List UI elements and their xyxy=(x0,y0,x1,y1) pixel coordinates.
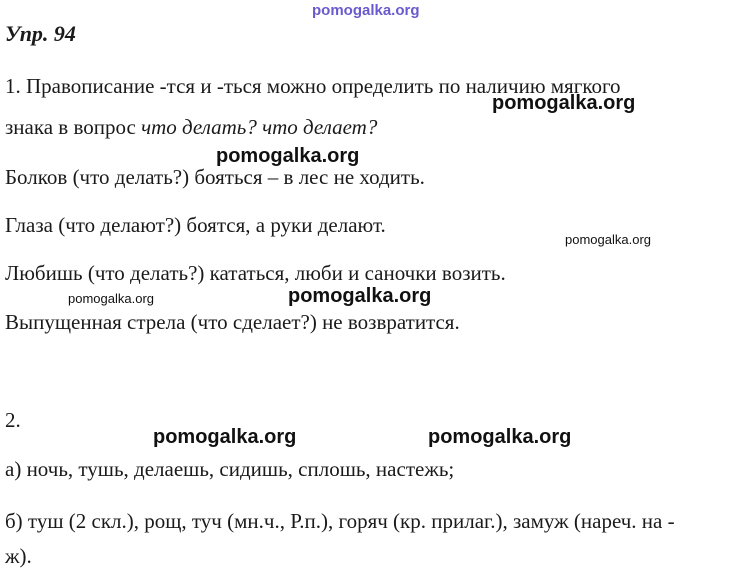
exercise-title: Упр. 94 xyxy=(5,21,76,46)
watermark: pomogalka.org xyxy=(428,426,572,448)
intro-line-1: 1. Правописание -тся и -ться можно определить по наличию мягкого xyxy=(5,74,621,98)
intro-line-2-questions: что делать? что делает? xyxy=(141,115,378,139)
watermark: pomogalka.org xyxy=(216,145,360,167)
watermark: pomogalka.org xyxy=(288,285,432,307)
sentence-3: Любишь (что делать?) кататься, люби и саночки возить. xyxy=(5,261,506,285)
section-2-number: 2. xyxy=(5,408,21,432)
sentence-1: Болков (что делать?) бояться – в лес не ходить. xyxy=(5,165,425,189)
section-2-line-a: а) ночь, тушь, делаешь, сидишь, сплошь, настежь; xyxy=(5,457,455,481)
watermark: pomogalka.org xyxy=(492,92,636,114)
section-2-line-b1: б) туш (2 скл.), рощ, туч (мн.ч., Р.п.), горяч (кр. прилаг.), замуж (нареч. на - xyxy=(5,509,675,533)
intro-line-2-text: знака в вопрос xyxy=(5,115,142,139)
section-2-line-b2: ж). xyxy=(5,544,32,568)
sentence-2: Глаза (что делают?) боятся, а руки делают. xyxy=(5,213,386,237)
watermark: pomogalka.org xyxy=(68,291,154,306)
watermark-top: pomogalka.org xyxy=(312,2,420,19)
intro-line-2 xyxy=(5,115,377,139)
watermark: pomogalka.org xyxy=(565,232,651,247)
watermark: pomogalka.org xyxy=(153,426,297,448)
sentence-4: Выпущенная стрела (что сделает?) не возвратится. xyxy=(5,310,460,334)
